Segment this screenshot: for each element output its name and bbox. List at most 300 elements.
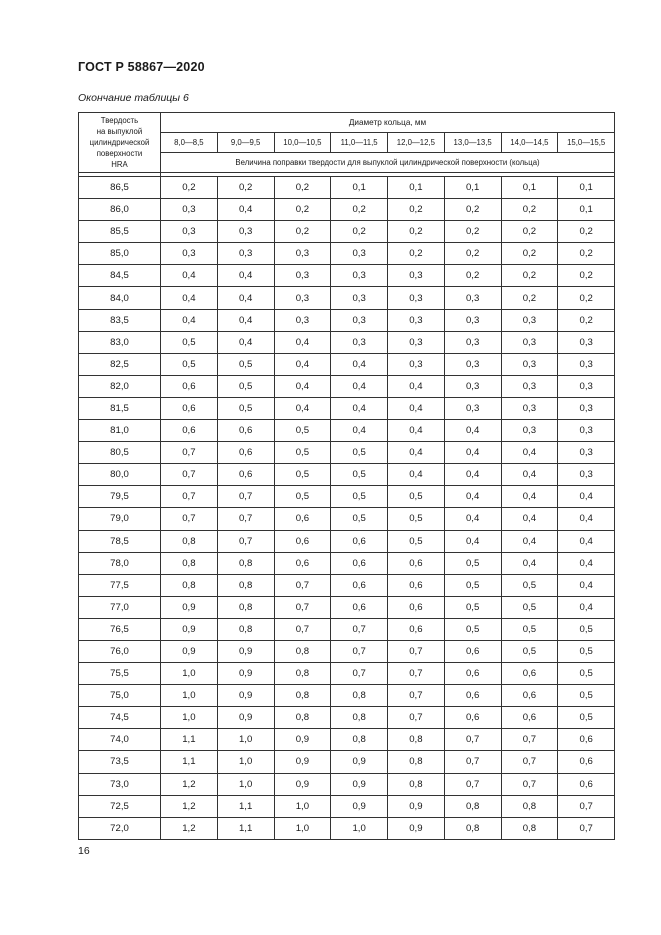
correction-value-cell: 0,5 (558, 685, 615, 707)
correction-value-cell: 0,3 (331, 243, 388, 265)
correction-value-cell: 0,7 (217, 486, 274, 508)
correction-value-cell: 0,3 (217, 221, 274, 243)
correction-value-cell: 0,4 (444, 508, 501, 530)
correction-value-cell: 0,5 (388, 486, 445, 508)
hardness-cell: 74,5 (79, 707, 161, 729)
table-row (79, 618, 615, 640)
hardness-cell: 84,0 (79, 287, 161, 309)
correction-value-cell: 0,8 (217, 596, 274, 618)
correction-value-cell: 0,8 (388, 729, 445, 751)
correction-value-cell: 0,6 (217, 420, 274, 442)
correction-value-cell: 0,5 (217, 353, 274, 375)
hardness-cell: 80,0 (79, 464, 161, 486)
correction-value-cell: 0,5 (444, 574, 501, 596)
correction-value-cell: 0,4 (558, 574, 615, 596)
hardness-cell: 81,0 (79, 420, 161, 442)
correction-value-cell: 0,9 (331, 751, 388, 773)
page-number: 16 (78, 845, 90, 857)
correction-value-cell: 0,5 (501, 618, 558, 640)
hardness-correction-table (78, 112, 615, 840)
correction-value-cell: 0,1 (558, 199, 615, 221)
correction-value-cell: 0,4 (558, 530, 615, 552)
correction-value-cell: 1,0 (274, 817, 331, 839)
correction-value-cell: 0,3 (558, 397, 615, 419)
correction-value-cell: 1,0 (161, 707, 218, 729)
correction-value-cell: 0,4 (331, 353, 388, 375)
correction-value-cell: 1,2 (161, 817, 218, 839)
correction-value-cell: 0,4 (274, 375, 331, 397)
hardness-cell: 75,5 (79, 663, 161, 685)
correction-value-cell: 1,2 (161, 773, 218, 795)
correction-value-cell: 0,6 (331, 552, 388, 574)
correction-value-cell: 0,8 (501, 817, 558, 839)
hardness-cell: 73,0 (79, 773, 161, 795)
hardness-cell: 78,5 (79, 530, 161, 552)
hardness-cell: 76,0 (79, 640, 161, 662)
correction-value-cell: 0,2 (217, 177, 274, 199)
table-row (79, 243, 615, 265)
correction-value-cell: 0,6 (217, 464, 274, 486)
correction-value-cell: 0,3 (274, 265, 331, 287)
correction-value-cell: 0,2 (558, 265, 615, 287)
correction-value-cell: 0,9 (274, 751, 331, 773)
correction-value-cell: 1,0 (274, 795, 331, 817)
correction-value-cell: 0,5 (161, 331, 218, 353)
table-row (79, 685, 615, 707)
correction-value-cell: 0,3 (444, 397, 501, 419)
correction-value-cell: 0,3 (331, 287, 388, 309)
table-row (79, 640, 615, 662)
correction-value-cell: 0,4 (161, 309, 218, 331)
correction-value-cell: 0,2 (501, 265, 558, 287)
correction-value-cell: 0,5 (501, 596, 558, 618)
correction-value-cell: 0,6 (388, 596, 445, 618)
correction-value-cell: 0,2 (161, 177, 218, 199)
diameter-header: 10,0—10,5 (274, 133, 331, 153)
correction-value-cell: 0,4 (388, 397, 445, 419)
correction-value-cell: 1,0 (217, 773, 274, 795)
correction-value-cell: 0,5 (161, 353, 218, 375)
correction-value-cell: 0,4 (501, 552, 558, 574)
correction-value-cell: 1,0 (161, 663, 218, 685)
correction-value-cell: 0,4 (558, 508, 615, 530)
correction-value-cell: 0,4 (217, 287, 274, 309)
correction-value-cell: 0,4 (217, 331, 274, 353)
correction-value-cell: 0,3 (217, 243, 274, 265)
table-row (79, 397, 615, 419)
correction-value-cell: 0,9 (331, 773, 388, 795)
correction-value-cell: 0,4 (388, 464, 445, 486)
table-row (79, 331, 615, 353)
table-row (79, 464, 615, 486)
correction-value-cell: 0,8 (444, 817, 501, 839)
correction-value-cell: 0,3 (388, 287, 445, 309)
correction-value-cell: 0,8 (161, 530, 218, 552)
correction-value-cell: 0,2 (388, 199, 445, 221)
correction-value-cell: 0,5 (444, 618, 501, 640)
correction-value-cell: 0,3 (501, 331, 558, 353)
correction-value-cell: 0,7 (274, 574, 331, 596)
correction-value-cell: 0,7 (161, 464, 218, 486)
table-row (79, 353, 615, 375)
correction-value-cell: 0,7 (161, 508, 218, 530)
correction-value-cell: 0,4 (501, 486, 558, 508)
correction-value-cell: 0,3 (444, 353, 501, 375)
correction-value-cell: 0,1 (331, 177, 388, 199)
correction-value-cell: 0,2 (501, 243, 558, 265)
correction-value-cell: 1,2 (161, 795, 218, 817)
correction-value-cell: 0,3 (558, 420, 615, 442)
hardness-cell: 77,0 (79, 596, 161, 618)
hardness-cell: 82,5 (79, 353, 161, 375)
correction-value-cell: 0,8 (388, 773, 445, 795)
correction-value-cell: 0,7 (501, 773, 558, 795)
correction-value-cell: 0,7 (331, 640, 388, 662)
correction-value-cell: 0,9 (388, 795, 445, 817)
diameter-header: 15,0—15,5 (558, 133, 615, 153)
correction-value-cell: 0,3 (501, 309, 558, 331)
correction-value-cell: 0,3 (501, 397, 558, 419)
correction-value-cell: 0,9 (274, 729, 331, 751)
correction-value-cell: 0,2 (444, 221, 501, 243)
correction-value-cell: 0,6 (161, 420, 218, 442)
correction-value-cell: 0,7 (331, 618, 388, 640)
correction-value-cell: 0,4 (444, 464, 501, 486)
correction-value-cell: 0,4 (274, 331, 331, 353)
correction-value-cell: 0,8 (217, 552, 274, 574)
correction-value-cell: 0,7 (161, 486, 218, 508)
table-row (79, 508, 615, 530)
hardness-cell: 86,0 (79, 199, 161, 221)
correction-value-cell: 0,8 (331, 729, 388, 751)
correction-value-cell: 0,6 (444, 685, 501, 707)
document-code: ГОСТ Р 58867—2020 (78, 60, 205, 74)
hardness-cell: 72,0 (79, 817, 161, 839)
correction-value-cell: 1,1 (217, 817, 274, 839)
correction-value-cell: 0,4 (217, 265, 274, 287)
correction-value-cell: 0,2 (388, 221, 445, 243)
table-header (79, 113, 615, 173)
correction-value-cell: 0,8 (388, 751, 445, 773)
correction-value-cell: 0,8 (274, 663, 331, 685)
correction-value-cell: 0,6 (444, 707, 501, 729)
correction-value-cell: 0,6 (558, 729, 615, 751)
correction-value-cell: 0,4 (161, 265, 218, 287)
correction-value-cell: 0,9 (217, 663, 274, 685)
correction-value-cell: 0,3 (274, 287, 331, 309)
correction-value-cell: 0,6 (331, 574, 388, 596)
correction-value-cell: 0,4 (274, 353, 331, 375)
correction-value-cell: 0,6 (501, 663, 558, 685)
table-row (79, 817, 615, 839)
table-row (79, 596, 615, 618)
hardness-cell: 84,5 (79, 265, 161, 287)
correction-value-cell: 0,3 (501, 375, 558, 397)
correction-value-cell: 0,5 (388, 530, 445, 552)
correction-value-cell: 0,5 (331, 508, 388, 530)
correction-value-cell: 0,3 (274, 309, 331, 331)
correction-value-cell: 0,7 (558, 817, 615, 839)
table-row (79, 663, 615, 685)
correction-value-cell: 1,0 (331, 817, 388, 839)
correction-value-cell: 0,2 (558, 287, 615, 309)
correction-value-cell: 0,1 (388, 177, 445, 199)
correction-value-cell: 0,9 (388, 817, 445, 839)
correction-value-cell: 1,0 (161, 685, 218, 707)
table-row (79, 265, 615, 287)
correction-value-cell: 0,1 (444, 177, 501, 199)
correction-value-cell: 0,7 (217, 508, 274, 530)
hardness-cell: 81,5 (79, 397, 161, 419)
correction-value-cell: 0,3 (558, 464, 615, 486)
table-row (79, 773, 615, 795)
correction-value-cell: 0,4 (331, 420, 388, 442)
correction-value-cell: 0,7 (161, 442, 218, 464)
correction-value-cell: 0,9 (161, 640, 218, 662)
table-row (79, 177, 615, 199)
correction-value-cell: 0,9 (217, 640, 274, 662)
diameter-header: 14,0—14,5 (501, 133, 558, 153)
correction-value-cell: 0,8 (161, 574, 218, 596)
correction-value-cell: 0,3 (388, 331, 445, 353)
correction-value-cell: 0,5 (331, 442, 388, 464)
table-row (79, 442, 615, 464)
correction-value-cell: 0,3 (331, 331, 388, 353)
correction-value-cell: 0,5 (558, 707, 615, 729)
correction-value-cell: 0,3 (501, 353, 558, 375)
correction-value-cell: 0,5 (217, 375, 274, 397)
correction-value-cell: 0,7 (444, 773, 501, 795)
hardness-cell: 86,5 (79, 177, 161, 199)
correction-value-cell: 0,2 (501, 221, 558, 243)
correction-value-cell: 0,5 (501, 574, 558, 596)
correction-value-cell: 0,3 (558, 442, 615, 464)
table-row (79, 309, 615, 331)
correction-value-cell: 0,3 (501, 420, 558, 442)
hardness-cell: 75,0 (79, 685, 161, 707)
correction-value-cell: 0,5 (501, 640, 558, 662)
correction-value-cell: 0,3 (558, 331, 615, 353)
correction-value-cell: 0,4 (501, 442, 558, 464)
correction-value-cell: 0,3 (331, 265, 388, 287)
correction-value-cell: 0,2 (558, 221, 615, 243)
correction-value-cell: 0,8 (274, 640, 331, 662)
correction-value-cell: 0,7 (217, 530, 274, 552)
hardness-cell: 77,5 (79, 574, 161, 596)
correction-value-cell: 0,7 (444, 751, 501, 773)
hardness-cell: 79,5 (79, 486, 161, 508)
correction-value-cell: 0,6 (444, 663, 501, 685)
correction-value-cell: 0,5 (274, 420, 331, 442)
correction-value-cell: 0,8 (161, 552, 218, 574)
correction-value-cell: 0,5 (331, 486, 388, 508)
correction-value-cell: 0,2 (331, 221, 388, 243)
diameter-header: 8,0—8,5 (161, 133, 218, 153)
diameter-header: 9,0—9,5 (217, 133, 274, 153)
correction-value-cell: 0,3 (444, 331, 501, 353)
correction-value-cell: 0,2 (501, 199, 558, 221)
correction-value-cell: 1,1 (161, 751, 218, 773)
table-row (79, 199, 615, 221)
correction-value-cell: 0,8 (217, 574, 274, 596)
table-body (79, 173, 615, 840)
correction-value-cell: 0,5 (388, 508, 445, 530)
correction-value-cell: 0,9 (331, 795, 388, 817)
correction-value-cell: 0,3 (388, 265, 445, 287)
table-row (79, 574, 615, 596)
correction-value-cell: 0,8 (274, 685, 331, 707)
correction-value-cell: 0,6 (388, 574, 445, 596)
correction-value-cell: 0,4 (444, 442, 501, 464)
correction-value-cell: 0,5 (444, 596, 501, 618)
correction-value-cell: 0,3 (388, 309, 445, 331)
correction-value-cell: 1,1 (161, 729, 218, 751)
correction-value-cell: 0,1 (558, 177, 615, 199)
correction-value-cell: 0,4 (388, 375, 445, 397)
diameter-header: 13,0—13,5 (444, 133, 501, 153)
correction-value-cell: 0,4 (444, 420, 501, 442)
correction-value-cell: 0,5 (274, 464, 331, 486)
correction-value-cell: 0,3 (444, 287, 501, 309)
correction-value-cell: 0,2 (558, 309, 615, 331)
correction-value-cell: 0,2 (444, 199, 501, 221)
correction-value-cell: 0,4 (558, 552, 615, 574)
correction-value-cell: 0,2 (388, 243, 445, 265)
hardness-cell: 79,0 (79, 508, 161, 530)
correction-value-cell: 0,5 (558, 640, 615, 662)
correction-value-cell: 0,7 (501, 751, 558, 773)
correction-value-cell: 0,8 (274, 707, 331, 729)
correction-value-cell: 0,7 (388, 707, 445, 729)
hardness-cell: 78,0 (79, 552, 161, 574)
correction-value-cell: 0,4 (501, 464, 558, 486)
correction-value-cell: 0,4 (501, 508, 558, 530)
hardness-cell: 83,0 (79, 331, 161, 353)
correction-value-cell: 0,5 (274, 442, 331, 464)
table-row (79, 221, 615, 243)
correction-value-cell: 0,5 (558, 663, 615, 685)
correction-value-cell: 0,3 (558, 375, 615, 397)
correction-value-cell: 0,5 (558, 618, 615, 640)
correction-value-cell: 0,3 (331, 309, 388, 331)
correction-value-cell: 0,2 (274, 199, 331, 221)
correction-value-cell: 0,2 (444, 243, 501, 265)
correction-value-cell: 0,3 (274, 243, 331, 265)
correction-value-cell: 0,3 (558, 353, 615, 375)
correction-value-cell: 0,4 (558, 596, 615, 618)
table-row (79, 486, 615, 508)
correction-value-cell: 1,0 (217, 729, 274, 751)
hardness-cell: 76,5 (79, 618, 161, 640)
correction-value-cell: 0,3 (161, 221, 218, 243)
correction-value-cell: 0,4 (217, 309, 274, 331)
correction-value-cell: 0,4 (161, 287, 218, 309)
correction-value-cell: 0,6 (274, 552, 331, 574)
table-row (79, 707, 615, 729)
correction-value-cell: 0,7 (274, 596, 331, 618)
correction-value-cell: 0,6 (161, 375, 218, 397)
correction-value-cell: 0,9 (217, 707, 274, 729)
hardness-cell: 82,0 (79, 375, 161, 397)
correction-value-cell: 0,9 (274, 773, 331, 795)
hardness-cell: 85,5 (79, 221, 161, 243)
hardness-cell: 74,0 (79, 729, 161, 751)
correction-value-cell: 0,6 (388, 552, 445, 574)
correction-value-cell: 0,3 (161, 243, 218, 265)
correction-value-cell: 0,4 (274, 397, 331, 419)
correction-value-cell: 0,6 (558, 773, 615, 795)
correction-value-cell: 0,6 (444, 640, 501, 662)
correction-value-cell: 0,5 (217, 397, 274, 419)
correction-value-cell: 0,4 (444, 530, 501, 552)
correction-value-cell: 0,6 (274, 530, 331, 552)
correction-value-cell: 0,2 (444, 265, 501, 287)
diameter-header: 12,0—12,5 (388, 133, 445, 153)
correction-value-cell: 0,6 (501, 685, 558, 707)
correction-value-cell: 0,6 (558, 751, 615, 773)
table-row (79, 552, 615, 574)
correction-value-cell: 0,7 (501, 729, 558, 751)
correction-value-cell: 0,4 (501, 530, 558, 552)
correction-value-cell: 0,7 (274, 618, 331, 640)
correction-value-cell: 0,6 (274, 508, 331, 530)
correction-value-cell: 0,7 (388, 663, 445, 685)
correction-value-cell: 0,4 (444, 486, 501, 508)
hardness-cell: 83,5 (79, 309, 161, 331)
table-row (79, 530, 615, 552)
correction-value-cell: 0,4 (558, 486, 615, 508)
correction-value-cell: 0,8 (501, 795, 558, 817)
stub-header (79, 113, 161, 173)
correction-value-cell: 0,8 (444, 795, 501, 817)
correction-value-cell: 0,2 (274, 221, 331, 243)
correction-value-cell: 0,3 (444, 309, 501, 331)
diameter-header: 11,0—11,5 (331, 133, 388, 153)
correction-value-cell: 0,8 (331, 685, 388, 707)
correction-value-cell: 0,5 (444, 552, 501, 574)
correction-value-cell: 0,6 (161, 397, 218, 419)
correction-value-cell: 0,7 (444, 729, 501, 751)
hardness-cell: 85,0 (79, 243, 161, 265)
table-row (79, 287, 615, 309)
correction-caption: Величина поправки твердости для выпуклой цилиндрической поверхности (кольца) (161, 153, 615, 173)
correction-value-cell: 0,8 (217, 618, 274, 640)
correction-value-cell: 0,4 (217, 199, 274, 221)
correction-value-cell: 0,5 (331, 464, 388, 486)
stub-header-text: Твердость на выпуклой цилиндрической поверхности HRA (89, 116, 150, 169)
table-caption: Окончание таблицы 6 (78, 92, 189, 104)
correction-value-cell: 0,2 (558, 243, 615, 265)
correction-value-cell: 0,4 (388, 420, 445, 442)
correction-value-cell: 0,6 (217, 442, 274, 464)
correction-value-cell: 0,6 (388, 618, 445, 640)
correction-value-cell: 0,8 (331, 707, 388, 729)
correction-value-cell: 0,4 (331, 397, 388, 419)
hardness-cell: 73,5 (79, 751, 161, 773)
correction-value-cell: 0,6 (331, 596, 388, 618)
table-row (79, 751, 615, 773)
correction-value-cell: 0,7 (388, 685, 445, 707)
correction-value-cell: 0,2 (331, 199, 388, 221)
correction-value-cell: 0,7 (331, 663, 388, 685)
correction-value-cell: 0,7 (388, 640, 445, 662)
table-row (79, 795, 615, 817)
correction-value-cell: 0,5 (274, 486, 331, 508)
correction-value-cell: 0,3 (388, 353, 445, 375)
hardness-cell: 72,5 (79, 795, 161, 817)
correction-value-cell: 0,9 (161, 596, 218, 618)
correction-value-cell: 1,0 (217, 751, 274, 773)
